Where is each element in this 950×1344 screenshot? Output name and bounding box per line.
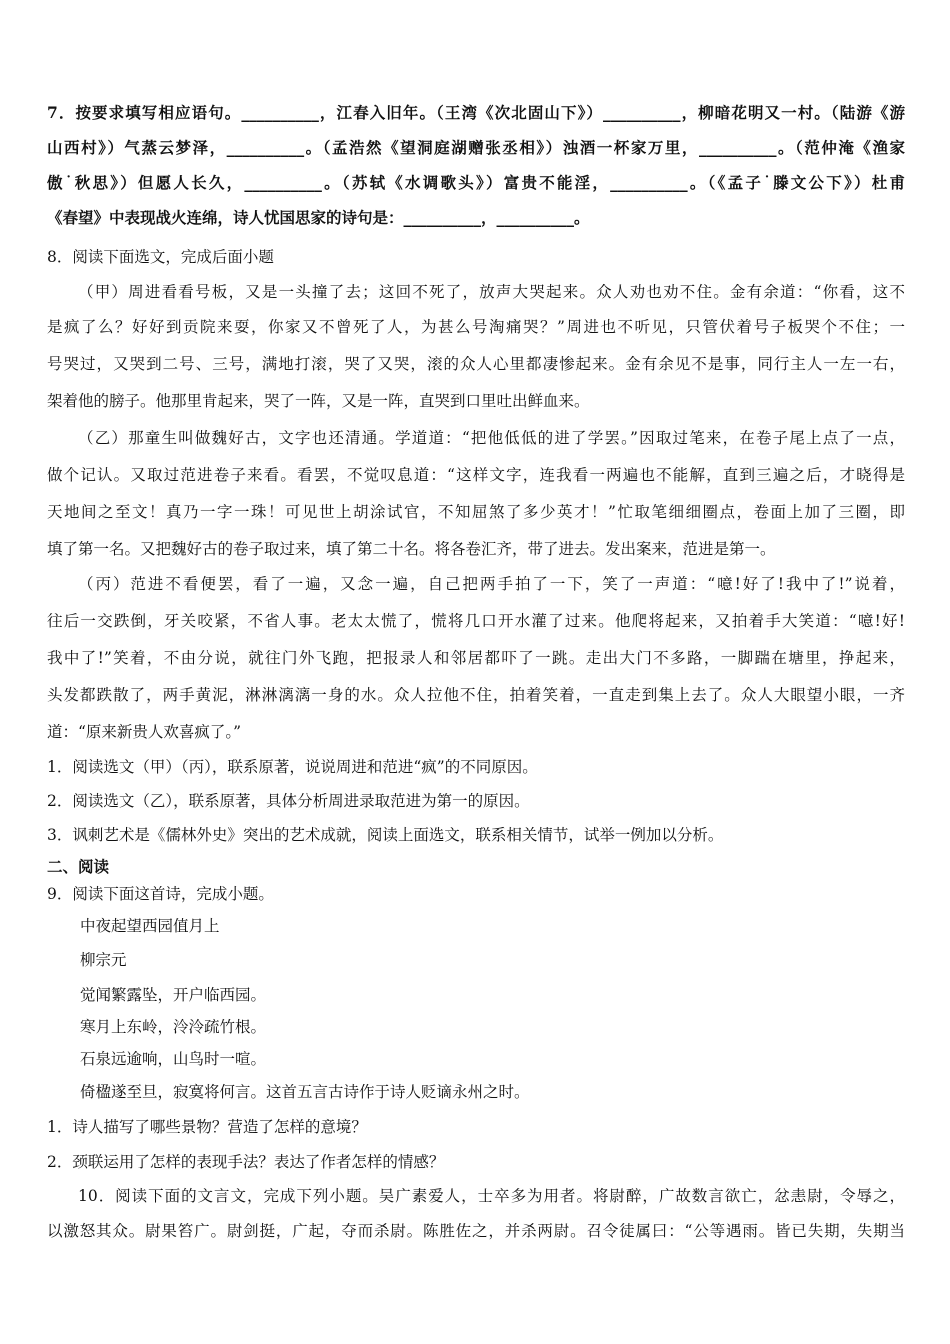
- q10-line-2: 以激怒其众。尉果笞广。尉剑挺，广起，夺而杀尉。陈胜佐之，并杀两尉。召令徒属曰：“公等遇雨。皆已失期，失期当: [47, 1222, 905, 1240]
- section-heading-reading: 二、阅读: [47, 857, 110, 876]
- q8-bing-line-3: 我中了!”笑着，不由分说，就往门外飞跑，把报录人和邻居都吓了一跳。走出大门不多路，一脚踹在塘里，挣起来，: [47, 649, 905, 667]
- q8-question-2: 2．阅读选文（乙），联系原著，具体分析周进录取范进为第一的原因。: [47, 792, 530, 810]
- q7-line-2: 山西村》）气蒸云梦泽，__________。（孟浩然《望洞庭湖赠张丞相》）浊酒一杯家万里，__________。（范仲淹《渔家: [47, 138, 905, 157]
- poem-line-4: 倚楹遂至旦，寂寞将何言。这首五言古诗作于诗人贬谪永州之时。: [80, 1083, 530, 1101]
- q8-jia-line-2: 是疯了么？好好到贡院来耍，你家又不曾死了人，为甚么号淘痛哭？”周进也不听见，只管伏着号子板哭个不住；一: [47, 318, 905, 336]
- q9-question-1: 1．诗人描写了哪些景物？营造了怎样的意境？: [47, 1118, 367, 1136]
- poem-line-1: 觉闻繁露坠，开户临西园。: [80, 986, 267, 1004]
- q8-yi-line-4: 填了第一名。又把魏好古的卷子取过来，填了第二十名。将各卷汇齐，带了进去。发出案来，范进是第一。: [47, 540, 776, 558]
- q8-jia-line-1: （甲）周进看看号板，又是一头撞了去；这回不死了，放声大哭起来。众人劝也劝不住。金有余道：“你看，这不: [78, 283, 905, 301]
- q7-line-4: 《春望》中表现战火连绵，诗人忧国思家的诗句是：__________，__________。: [47, 208, 590, 227]
- q8-yi-line-1: （乙）那童生叫做魏好古，文字也还清通。学道道：“把他低低的进了学罢。”因取过笔来，在卷子尾上点了一点，: [78, 429, 905, 447]
- q8-jia-line-4: 架着他的膀子。他那里肯起来，哭了一阵，又是一阵，直哭到口里吐出鲜血来。: [47, 392, 590, 410]
- q8-jia-line-3: 号哭过，又哭到二号、三号，满地打滚，哭了又哭，滚的众人心里都凄惨起来。金有余见不是事，同行主人一左一右，: [47, 355, 905, 373]
- poem-author: 柳宗元: [80, 951, 127, 969]
- q8-bing-line-4: 头发都跌散了，两手黄泥，淋淋漓漓一身的水。众人拉他不住，拍着笑着，一直走到集上去了。众人大眼望小眼，一齐: [47, 686, 905, 704]
- q9-stem: 9．阅读下面这首诗，完成小题。: [47, 885, 274, 903]
- q8-question-3: 3．讽刺艺术是《儒林外史》突出的艺术成就，阅读上面选文，联系相关情节，试举一例加以分析。: [47, 826, 724, 844]
- q9-question-2: 2．颈联运用了怎样的表现手法？表达了作者怎样的情感？: [47, 1153, 445, 1171]
- poem-title: 中夜起望西园值月上: [80, 917, 220, 935]
- q8-bing-line-5: 道：“原来新贵人欢喜疯了。”: [47, 723, 242, 741]
- q8-yi-line-3: 天地间之至文！真乃一字一珠！可见世上胡涂试官，不知屈煞了多少英才！”忙取笔细细圈点，卷面上加了三圈，即: [47, 503, 905, 521]
- poem-line-2: 寒月上东岭，泠泠疏竹根。: [80, 1018, 267, 1036]
- q8-yi-line-2: 做个记认。又取过范进卷子来看。看罢，不觉叹息道：“这样文字，连我看一两遍也不能解，直到三遍之后，才晓得是: [47, 466, 905, 484]
- q8-question-1: 1．阅读选文（甲）（丙），联系原著，说说周进和范进“疯”的不同原因。: [47, 758, 538, 776]
- q10-line-1: 10．阅读下面的文言文，完成下列小题。吴广素爱人，士卒多为用者。将尉醉，广故数言欲亡，忿恚尉，令辱之，: [78, 1187, 905, 1205]
- poem-line-3: 石泉远逾响，山鸟时一喧。: [80, 1050, 267, 1068]
- q8-bing-line-1: （丙）范进不看便罢，看了一遍，又念一遍，自己把两手拍了一下，笑了一声道：“噫!好了!我中了!”说着，: [78, 575, 905, 593]
- q8-stem: 8．阅读下面选文，完成后面小题: [47, 248, 274, 266]
- q7-line-3: 傲˙秋思》）但愿人长久，__________。（苏轼《水调歌头》）富贵不能淫，__________。（《孟子˙滕文公下》）杜甫: [47, 173, 905, 192]
- q8-bing-line-2: 往后一交跌倒，牙关咬紧，不省人事。老太太慌了，慌将几口开水灌了过来。他爬将起来，又拍着手大笑道：“噫!好!: [47, 612, 905, 630]
- q7-line-1: 7．按要求填写相应语句。__________，江春入旧年。（王湾《次北固山下》）__________，柳暗花明又一村。（陆游《游: [47, 103, 905, 122]
